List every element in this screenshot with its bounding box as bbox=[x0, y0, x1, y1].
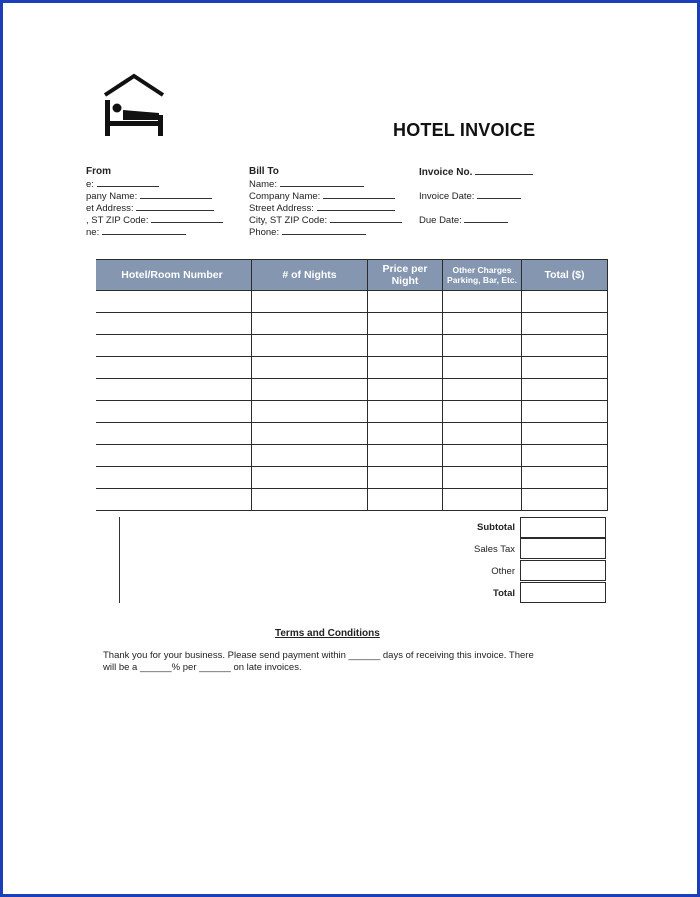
page-title: HOTEL INVOICE bbox=[393, 120, 536, 140]
table-cell[interactable] bbox=[252, 357, 368, 379]
table-row bbox=[93, 401, 608, 423]
table-cell[interactable] bbox=[522, 401, 608, 423]
table-cell[interactable] bbox=[443, 357, 522, 379]
bill-to-name-field[interactable]: Name: bbox=[249, 178, 402, 190]
table-cell[interactable] bbox=[443, 291, 522, 313]
table-cell[interactable] bbox=[93, 357, 252, 379]
bill-to-company-field[interactable]: Company Name: bbox=[249, 190, 402, 202]
table-cell[interactable] bbox=[252, 335, 368, 357]
bill-to-heading: Bill To bbox=[249, 166, 279, 177]
col-other-charges: Other Charges Parking, Bar, Etc. bbox=[443, 260, 522, 291]
other-label: Other bbox=[491, 566, 515, 577]
table-cell[interactable] bbox=[522, 489, 608, 511]
from-name-field[interactable]: e: bbox=[86, 178, 246, 190]
table-cell[interactable] bbox=[368, 401, 443, 423]
table-cell[interactable] bbox=[443, 467, 522, 489]
table-cell[interactable] bbox=[252, 445, 368, 467]
table-row bbox=[93, 467, 608, 489]
table-row bbox=[93, 335, 608, 357]
table-cell[interactable] bbox=[443, 313, 522, 335]
table-cell[interactable] bbox=[522, 467, 608, 489]
table-cell[interactable] bbox=[368, 357, 443, 379]
terms-heading: Terms and Conditions bbox=[275, 628, 380, 639]
table-row bbox=[93, 379, 608, 401]
from-phone-field[interactable]: ne: bbox=[86, 226, 246, 238]
subtotal-label: Subtotal bbox=[477, 522, 515, 533]
table-cell[interactable] bbox=[368, 489, 443, 511]
table-cell[interactable] bbox=[443, 445, 522, 467]
table-cell[interactable] bbox=[368, 445, 443, 467]
from-street-field[interactable]: et Address: bbox=[86, 202, 246, 214]
other-cell[interactable] bbox=[520, 560, 606, 581]
table-cell[interactable] bbox=[252, 291, 368, 313]
table-cell[interactable] bbox=[252, 467, 368, 489]
table-row bbox=[93, 313, 608, 335]
page-left-crop bbox=[3, 253, 96, 613]
invoice-info-block bbox=[419, 166, 533, 238]
table-cell[interactable] bbox=[522, 291, 608, 313]
table-cell[interactable] bbox=[93, 335, 252, 357]
table-cell[interactable] bbox=[522, 423, 608, 445]
from-city-field[interactable]: , ST ZIP Code: bbox=[86, 214, 246, 226]
summary-divider bbox=[119, 517, 120, 603]
table-cell[interactable] bbox=[443, 423, 522, 445]
bill-to-phone-field[interactable]: Phone: bbox=[249, 226, 402, 238]
table-cell[interactable] bbox=[368, 379, 443, 401]
table-cell[interactable] bbox=[93, 313, 252, 335]
table-cell[interactable] bbox=[443, 489, 522, 511]
total-label: Total bbox=[493, 588, 515, 599]
table-cell[interactable] bbox=[252, 423, 368, 445]
from-block bbox=[86, 166, 246, 238]
table-cell[interactable] bbox=[252, 401, 368, 423]
table-cell[interactable] bbox=[93, 467, 252, 489]
table-cell[interactable] bbox=[368, 335, 443, 357]
table-cell[interactable] bbox=[443, 379, 522, 401]
table-row bbox=[93, 357, 608, 379]
due-date-field[interactable]: Due Date: bbox=[419, 214, 533, 226]
table-row bbox=[93, 423, 608, 445]
table-row bbox=[93, 445, 608, 467]
col-total: Total ($) bbox=[522, 260, 608, 291]
bill-to-street-field[interactable]: Street Address: bbox=[249, 202, 402, 214]
table-cell[interactable] bbox=[443, 335, 522, 357]
table-cell[interactable] bbox=[93, 401, 252, 423]
invoice-number-field[interactable]: Invoice No. bbox=[419, 166, 533, 178]
total-cell[interactable] bbox=[520, 582, 606, 603]
table-cell[interactable] bbox=[252, 313, 368, 335]
table-cell[interactable] bbox=[93, 445, 252, 467]
bill-to-block bbox=[249, 166, 402, 238]
from-heading: From bbox=[86, 166, 111, 177]
table-cell[interactable] bbox=[93, 291, 252, 313]
table-cell[interactable] bbox=[522, 379, 608, 401]
items-table bbox=[92, 259, 608, 511]
table-cell[interactable] bbox=[368, 467, 443, 489]
bill-to-city-field[interactable]: City, ST ZIP Code: bbox=[249, 214, 402, 226]
table-cell[interactable] bbox=[93, 379, 252, 401]
table-cell[interactable] bbox=[522, 313, 608, 335]
sales-tax-label: Sales Tax bbox=[473, 544, 515, 555]
table-cell[interactable] bbox=[522, 335, 608, 357]
table-row bbox=[93, 291, 608, 313]
table-cell[interactable] bbox=[93, 423, 252, 445]
col-hotel-room: Hotel/Room Number bbox=[93, 260, 252, 291]
table-cell[interactable] bbox=[368, 423, 443, 445]
table-cell[interactable] bbox=[93, 489, 252, 511]
subtotal-cell[interactable] bbox=[520, 517, 606, 538]
table-row bbox=[93, 489, 608, 511]
col-price: Price per Night bbox=[368, 260, 443, 291]
terms-text: Thank you for your business. Please send payment within ______ days of receiving this invoice. There will be a ______% per ______ on late invoices. bbox=[103, 650, 534, 673]
table-cell[interactable] bbox=[252, 379, 368, 401]
sales-tax-cell[interactable] bbox=[520, 538, 606, 559]
table-cell[interactable] bbox=[368, 313, 443, 335]
table-cell[interactable] bbox=[522, 357, 608, 379]
table-cell[interactable] bbox=[443, 401, 522, 423]
table-cell[interactable] bbox=[252, 489, 368, 511]
table-cell[interactable] bbox=[368, 291, 443, 313]
invoice-date-field[interactable]: Invoice Date: bbox=[419, 190, 533, 202]
col-nights: # of Nights bbox=[252, 260, 368, 291]
table-cell[interactable] bbox=[522, 445, 608, 467]
hotel-bed-icon bbox=[101, 73, 167, 139]
from-company-field[interactable]: pany Name: bbox=[86, 190, 246, 202]
